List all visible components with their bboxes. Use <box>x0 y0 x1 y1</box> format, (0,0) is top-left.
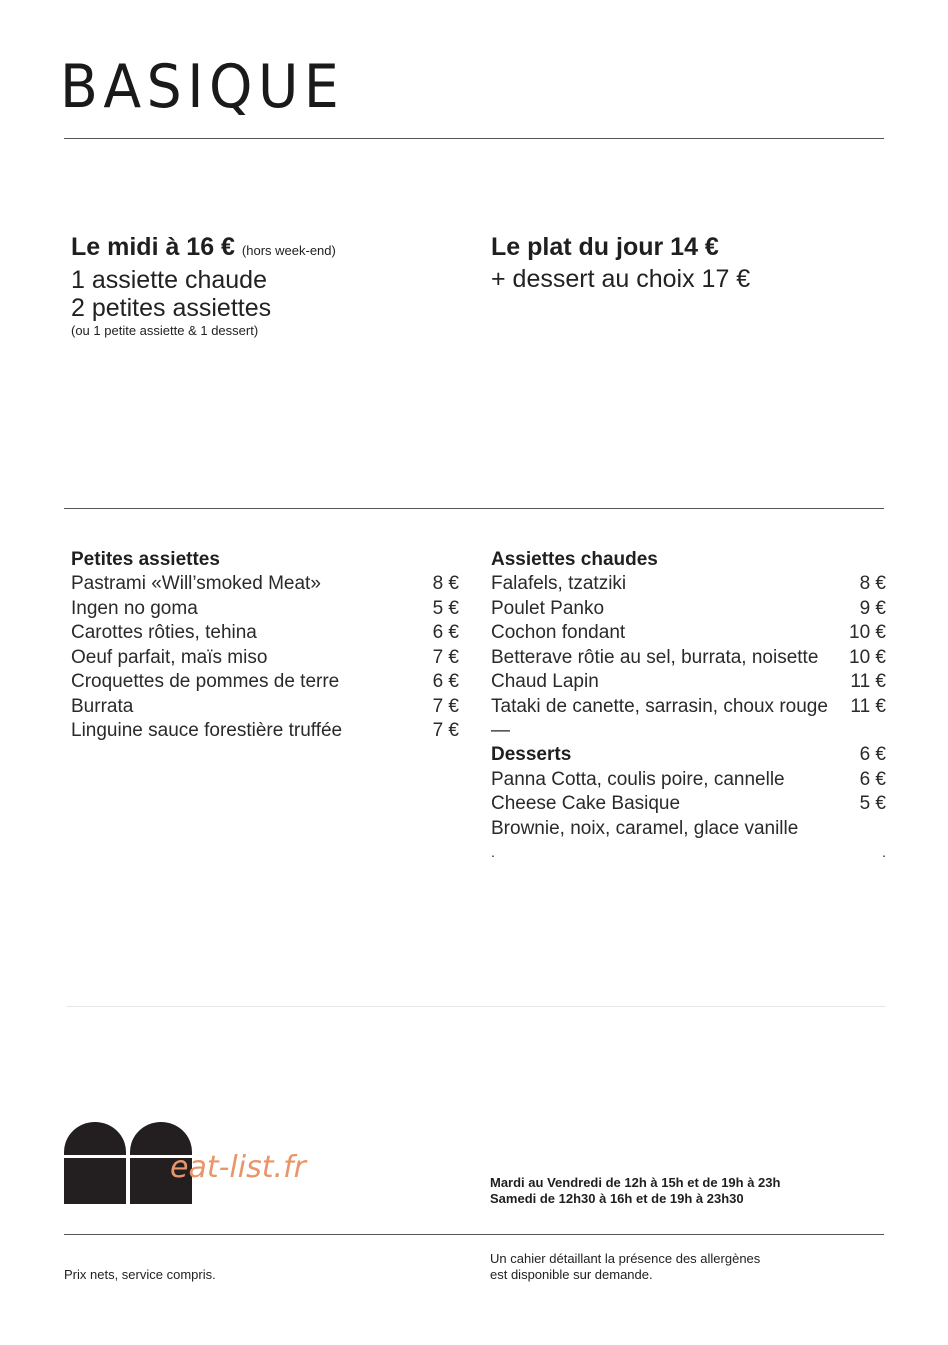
item-name: Poulet Panko <box>491 597 605 619</box>
dots-row <box>491 841 886 863</box>
item-name: Croquettes de pommes de terre <box>71 671 340 692</box>
section-separator: — <box>491 720 510 741</box>
footer-prices-note: Prix nets, service compris. <box>64 1267 216 1282</box>
item-price: 8 € <box>859 573 886 594</box>
hours-line-2: Samedi de 12h30 à 16h et de 19h à 23h30 <box>490 1191 744 1206</box>
divider-light <box>66 1006 886 1007</box>
menu-item <box>71 621 459 646</box>
item-price: 10 € <box>849 646 886 668</box>
item-name: Burrata <box>71 695 134 717</box>
section-title: Assiettes chaudes <box>491 549 658 570</box>
item-price: 7 € <box>432 720 459 741</box>
lunch-line-1: 1 assiette chaude <box>71 266 267 294</box>
watermark-text: eat-list.fr <box>170 1150 306 1185</box>
menu-item <box>491 695 886 720</box>
petites-list <box>71 572 459 744</box>
item-name: Falafels, tzatziki <box>491 573 627 594</box>
item-name: Ingen no goma <box>71 597 198 619</box>
allergens-line-2: est disponible sur demande. <box>490 1267 653 1282</box>
menu-item <box>71 646 459 671</box>
menu-item <box>71 719 459 744</box>
opening-hours <box>490 1175 780 1207</box>
section-petites-assiettes <box>71 548 459 744</box>
lunch-offer <box>71 232 336 340</box>
lunch-title: Le midi à 16 € <box>71 233 235 261</box>
item-name: Oeuf parfait, maïs miso <box>71 646 268 668</box>
item-price: 7 € <box>432 695 459 717</box>
menu-item <box>491 792 886 817</box>
daily-title: Le plat du jour 14 € <box>491 233 719 261</box>
lunch-sub: (ou 1 petite assiette & 1 dessert) <box>71 323 259 338</box>
footer-allergens-note <box>490 1251 850 1283</box>
item-name: Betterave rôtie au sel, burrata, noisette <box>491 646 819 668</box>
menu-item <box>71 597 459 622</box>
menu-item <box>71 572 459 597</box>
allergens-line-1: Un cahier détaillant la présence des allergènes <box>490 1251 761 1266</box>
menu-item <box>491 670 886 695</box>
item-price: 11 € <box>850 695 886 717</box>
dot-left: . <box>491 844 495 860</box>
hours-line-1: Mardi au Vendredi de 12h à 15h et de 19h à 23h <box>490 1175 781 1190</box>
lunch-note: (hors week-end) <box>241 243 336 258</box>
item-name: Brownie, noix, caramel, glace vanille <box>491 817 799 839</box>
section-title: Petites assiettes <box>71 549 220 570</box>
item-name: Tataki de canette, sarrasin, choux rouge <box>491 695 828 717</box>
item-name: Panna Cotta, coulis poire, cannelle <box>491 768 785 790</box>
divider-middle <box>64 508 884 509</box>
item-price: 6 € <box>859 744 886 765</box>
item-price: 11 € <box>850 671 886 692</box>
item-name: Cochon fondant <box>491 622 626 643</box>
item-price: 6 € <box>859 768 886 790</box>
item-name: Cheese Cake Basique <box>491 793 681 814</box>
item-price: 10 € <box>849 622 886 643</box>
section-assiettes-chaudes <box>491 548 886 863</box>
menu-item <box>491 621 886 646</box>
daily-offer <box>491 232 750 293</box>
item-name: Pastrami «Will’smoked Meat» <box>71 573 321 594</box>
dot-right: . <box>882 844 886 860</box>
item-name: Chaud Lapin <box>491 671 599 692</box>
item-price: 6 € <box>432 622 459 643</box>
menu-item <box>491 597 886 622</box>
desserts-list <box>491 768 886 842</box>
brand-title: BASIQUE <box>60 52 345 122</box>
item-price: 5 € <box>859 793 886 814</box>
item-name: Linguine sauce forestière truffée <box>71 720 343 741</box>
item-price: 8 € <box>432 573 459 594</box>
lunch-line-2: 2 petites assiettes <box>71 294 272 322</box>
item-price: 7 € <box>432 646 459 668</box>
desserts-header <box>491 743 886 768</box>
divider-top <box>64 138 884 139</box>
item-price: 9 € <box>859 597 886 619</box>
item-price: 6 € <box>432 671 459 692</box>
menu-item <box>71 695 459 720</box>
divider-bottom <box>64 1234 884 1235</box>
section-title: Desserts <box>491 744 572 765</box>
menu-item <box>491 646 886 671</box>
menu-item <box>491 768 886 793</box>
chaudes-list <box>491 572 886 719</box>
menu-item <box>491 817 886 842</box>
menu-item <box>491 572 886 597</box>
item-name: Carottes rôties, tehina <box>71 622 257 643</box>
item-price: 5 € <box>432 597 459 619</box>
menu-item <box>71 670 459 695</box>
daily-line-1: + dessert au choix 17 € <box>491 265 751 293</box>
